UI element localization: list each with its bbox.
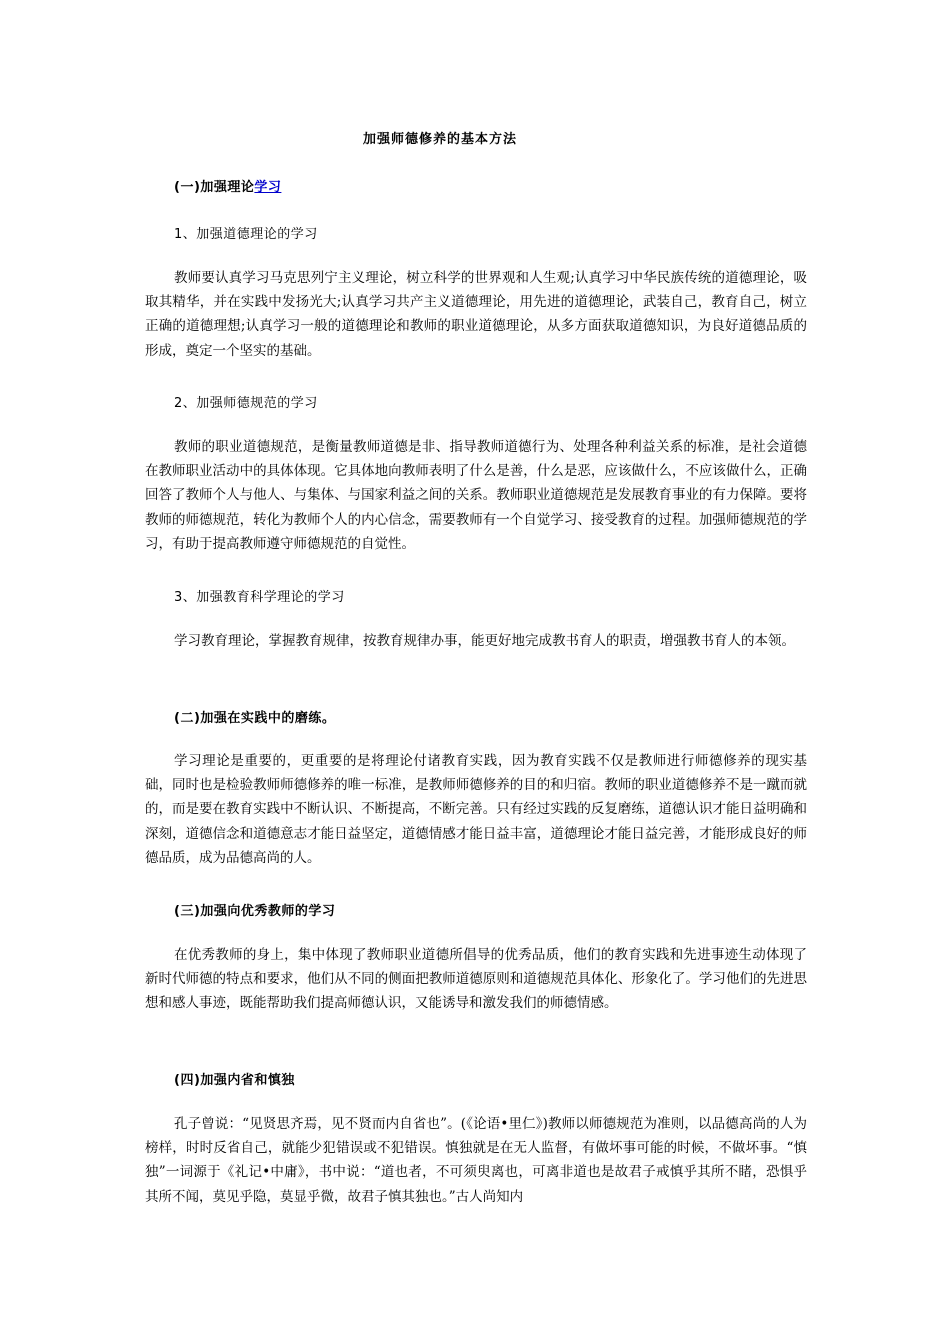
section-heading-1-text: (一)加强理论: [174, 180, 255, 195]
paragraph-1-3: 学习教育理论，掌握教育规律，按教育规律办事，能更好地完成教书育人的职责，增强教书育人的本领。: [174, 633, 795, 649]
section-heading-1: [174, 176, 281, 195]
subsection-heading-1-2: 2、加强师德规范的学习: [174, 396, 318, 411]
document-title: 加强师德修养的基本方法: [362, 132, 517, 147]
section-heading-4: (四)加强内省和慎独: [174, 1073, 295, 1088]
paragraph-2: 学习理论是重要的，更重要的是将理论付诸教育实践，因为教育实践不仅是教师进行师德修养的现实基础，同时也是检验教师师德修养的唯一标准，是教师师德修养的目的和归宿。教师的职业道德修养不是一蹴而就的，而是要在教育实践中不断认识、不断提高，不断完善。只有经过实践的反复磨练，道德认识才能日益明确和深刻，道德信念和道德意志才能日益坚定，道德情感才能日益丰富，道德理论才能日益完善，才能形成良好的师德品质，成为品德高尚的人。: [145, 753, 807, 866]
subsection-heading-1-3: 3、加强教育科学理论的学习: [174, 590, 345, 605]
paragraph-1-2: 教师的职业道德规范，是衡量教师道德是非、指导教师道德行为、处理各种利益关系的标准，是社会道德在教师职业活动中的具体体现。它具体地向教师表明了什么是善，什么是恶，应该做什么，不应该做什么，正确回答了教师个人与他人、与集体、与国家利益之间的关系。教师职业道德规范是发展教育事业的有力保障。要将教师的师德规范，转化为教师个人的内心信念，需要教师有一个自觉学习、接受教育的过程。加强师德规范的学习，有助于提高教师遵守师德规范的自觉性。: [145, 439, 807, 552]
section-heading-2: (二)加强在实践中的磨练。: [174, 711, 336, 726]
section-heading-3: (三)加强向优秀教师的学习: [174, 904, 336, 919]
study-link[interactable]: 学习: [254, 180, 282, 195]
paragraph-3: 在优秀教师的身上，集中体现了教师职业道德所倡导的优秀品质，他们的教育实践和先进事迹生动体现了新时代师德的特点和要求，他们从不同的侧面把教师道德原则和道德规范具体化、形象化了。学习他们的先进思想和感人事迹，既能帮助我们提高师德认识，又能诱导和激发我们的师德情感。: [145, 947, 807, 1012]
paragraph-1-1: 教师要认真学习马克思列宁主义理论，树立科学的世界观和人生观;认真学习中华民族传统的道德理论，吸取其精华，并在实践中发扬光大;认真学习共产主义道德理论，用先进的道德理论，武装自己，教育自己，树立正确的道德理想;认真学习一般的道德理论和教师的职业道德理论，从多方面获取道德知识，为良好道德品质的形成，奠定一个坚实的基础。: [145, 270, 807, 359]
subsection-heading-1-1: 1、加强道德理论的学习: [174, 227, 318, 242]
paragraph-4: 孔子曾说：“见贤思齐焉，见不贤而内自省也”。(《论语•里仁》)教师以师德规范为准则，以品德高尚的人为榜样，时时反省自己，就能少犯错误或不犯错误。慎独就是在无人监督，有做坏事可能的时候，不做坏事。“慎独”一词源于《礼记•中庸》，书中说：“道也者，不可须臾离也，可离非道也是故君子戒慎乎其所不睹，恐惧乎其所不闻，莫见乎隐，莫显乎微，故君子慎其独也。”古人尚知内: [145, 1116, 807, 1205]
